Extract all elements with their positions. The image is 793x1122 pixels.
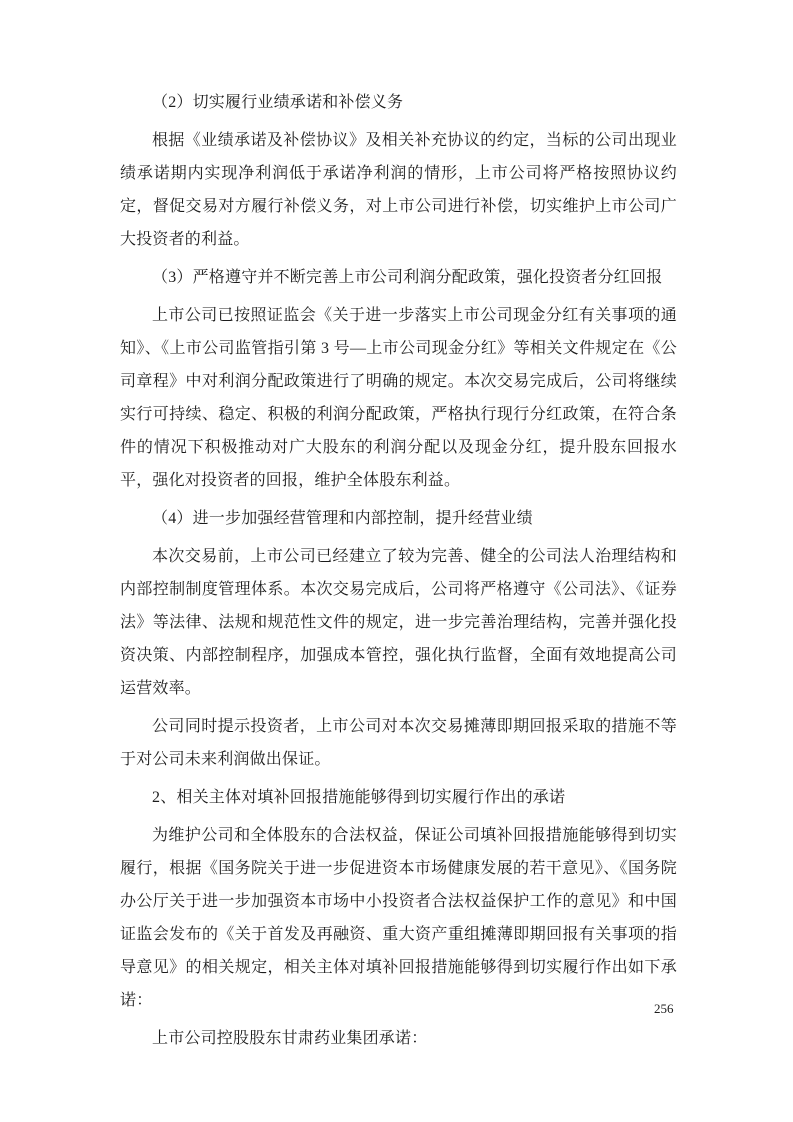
document-body (120, 86, 677, 1060)
section-heading-2: （2）切实履行业绩承诺和补偿义务 (152, 94, 404, 111)
paragraph-controlling-shareholder-commitment: 上市公司控股股东甘肃药业集团承诺： (152, 1030, 428, 1047)
section-heading-3: （3）严格遵守并不断完善上市公司利润分配政策，强化投资者分红回报 (152, 269, 663, 286)
section-heading-4: （4）进一步加强经营管理和内部控制，提升经营业绩 (152, 510, 533, 527)
section-heading-commitments: 2、相关主体对填补回报措施能够得到切实履行作出的承诺 (152, 789, 566, 806)
paragraph-commitment-basis: 为维护公司和全体股东的合法权益，保证公司填补回报措施能够得到切实履行，根据《国务院关于进一步促进资本市场健康发展的若干意见》、《国务院办公厅关于进一步加强资本市场中小投资者合法权益保护工作的意见》和中国证监会发布的《关于首发及再融资、重大资产重组摊薄即期回报有关事项的指导意见》的相关规定，相关主体对填补回报措施能够得到切实履行作出如下承诺： (120, 827, 677, 1009)
paragraph-internal-control: 本次交易前，上市公司已经建立了较为完善、健全的公司法人治理结构和内部控制制度管理体系。本次交易完成后，公司将严格遵守《公司法》、《证券法》等法律、法规和规范性文件的规定，进一步完善治理结构，完善并强化投资决策、内部控制程序，加强成本管控，强化执行监督，全面有效地提高公司运营效率。 (120, 548, 677, 697)
paragraph-dividend-policy: 上市公司已按照证监会《关于进一步落实上市公司现金分红有关事项的通知》、《上市公司监管指引第 3 号—上市公司现金分红》等相关文件规定在《公司章程》中对利润分配政策进行了明确的规定。本次交易完成后，公司将继续实行可持续、稳定、积极的利润分配政策，严格执行现行分红政策，在符合条件的情况下积极推动对广大股东的利润分配以及现金分红，提升股东回报水平，强化对投资者的回报，维护全体股东利益。 (120, 307, 677, 489)
page-number: 256 (654, 1001, 674, 1016)
paragraph-performance-commitment: 根据《业绩承诺及补偿协议》及相关补充协议的约定，当标的公司出现业绩承诺期内实现净利润低于承诺净利润的情形，上市公司将严格按照协议约定，督促交易对方履行补偿义务，对上市公司进行补偿，切实维护上市公司广大投资者的利益。 (120, 132, 677, 248)
paragraph-investor-notice: 公司同时提示投资者，上市公司对本次交易摊薄即期回报采取的措施不等于对公司未来利润做出保证。 (120, 718, 677, 768)
